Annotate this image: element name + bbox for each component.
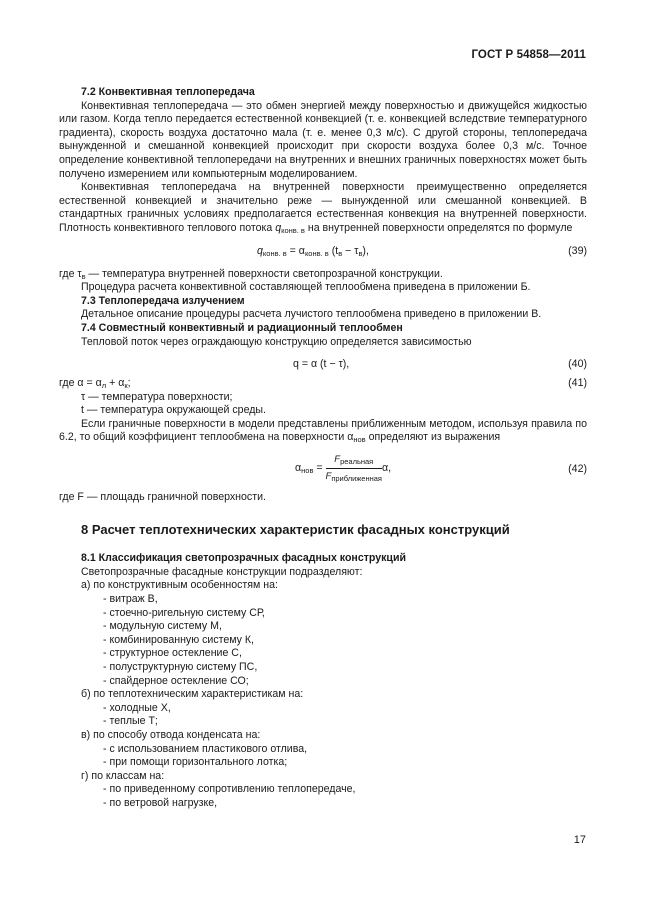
- list-item: - по ветровой нагрузке,: [103, 796, 218, 809]
- formula-subscript: конв. в: [262, 248, 287, 258]
- definition-text: — температура внутренней поверхности светопрозрачной конструкции.: [85, 267, 443, 280]
- formula-42-number: (42): [568, 463, 587, 476]
- paragraph-text: на внутренней поверхности определятся по формуле: [304, 221, 573, 234]
- standard-header: ГОСТ Р 54858—2011: [471, 49, 586, 61]
- list-item: - модульную систему М,: [103, 620, 222, 633]
- section-7-2-paragraph-1: Конвективная теплопередача — это обмен энергией между поверхностью и движущейся жидкостью или газом. Когда тепло передается естественной конвекцией (т. е. конвекцией вследствие температурного градиента), скорость воздуха достаточно мала (т. е. менее 0,3 м/с). С другой стороны, теплопередача вынужденной и смешанной конвекцией происходит при скорости воздуха более 0,3 м/с. Точное определение конвективной теплопередачи на внутренних и внешних граничных поверхностях может быть получено измерением или компьютерным моделированием.: [59, 99, 587, 180]
- formula-subscript: в: [338, 248, 343, 258]
- group-label: г) по классам на:: [81, 769, 165, 782]
- section-7-4-paragraph-2: [59, 418, 587, 445]
- list-item: - холодные Х,: [103, 701, 171, 714]
- formula-text: где α = α: [59, 377, 102, 390]
- group-label: б) по теплотехническим характеристикам на:: [81, 688, 304, 701]
- formula-40-number: (40): [568, 358, 587, 371]
- definition-text: где τ: [59, 267, 82, 280]
- tau-definition: τ — температура поверхности;: [81, 390, 233, 403]
- paragraph-text: Конвективная теплопередача на внутренней поверхности преимущественно определяется естественной конвекцией и значительно реже — вынужденной или смешанной конвекцией. В стандартных граничных условиях предполагается естественная конвекция на внутренней поверхности. Плотность конвективного теплового потока: [59, 181, 587, 234]
- formula-39-number: (39): [568, 244, 587, 257]
- list-item: - витраж В,: [103, 593, 158, 606]
- formula-subscript: приближенная: [331, 473, 382, 483]
- classification-group-a: [59, 579, 587, 688]
- formula-text: =: [313, 461, 326, 474]
- formula-subscript: нов: [301, 465, 314, 475]
- fraction-denominator: [326, 469, 382, 484]
- list-item: - теплые Т;: [103, 715, 158, 728]
- q-symbol: q: [275, 221, 282, 234]
- formula-41-number: (41): [568, 377, 587, 390]
- section-7-2-paragraph-3: Процедура расчета конвективной составляющей теплообмена приведена в приложении Б.: [81, 281, 531, 294]
- section-7-4-paragraph-1: Тепловой поток через ограждающую конструкцию определяется зависимостью: [81, 335, 472, 348]
- formula-text: + α: [106, 377, 125, 390]
- classification-group-b: [59, 688, 587, 729]
- section-7-4-heading: 7.4 Совместный конвективный и радиационный теплообмен: [81, 321, 403, 334]
- formula-symbol: F: [325, 470, 332, 482]
- alpha-subscript: нов: [353, 435, 366, 445]
- formula-42: [59, 445, 587, 487]
- q-subscript: конв. в: [281, 225, 305, 235]
- formula-text: (t: [328, 244, 339, 257]
- list-item: - полуструктурную систему ПС,: [103, 661, 258, 673]
- formula-subscript: к: [124, 381, 128, 391]
- where-tau-definition: [59, 268, 587, 282]
- formula-40-expression: q = α (t − τ),: [293, 358, 350, 371]
- formula-39-expression: [257, 245, 369, 259]
- formula-symbol: q: [257, 244, 263, 257]
- section-8-1-heading: 8.1 Классификация светопрозрачных фасадных конструкций: [81, 552, 406, 565]
- page-number: 17: [573, 834, 586, 846]
- section-7-3-heading: 7.3 Теплопередача излучением: [81, 294, 245, 307]
- classification-group-d: [59, 770, 587, 811]
- fraction: [326, 453, 382, 483]
- list-item: - стоечно-ригельную систему СР,: [103, 606, 265, 619]
- list-item: - комбинированную систему К,: [103, 633, 254, 646]
- list-item: - структурное остекление С,: [103, 647, 242, 660]
- paragraph-text: определяют из выражения: [365, 431, 501, 444]
- formula-subscript: л: [101, 381, 107, 391]
- list-item: - с использованием пластикового отлива,: [103, 742, 308, 755]
- formula-text: α: [295, 461, 302, 474]
- where-f-definition: где F — площадь граничной поверхности.: [59, 491, 266, 504]
- formula-41-expression: [59, 377, 131, 389]
- section-8-heading: 8 Расчет теплотехнических характеристик фасадных конструкций: [81, 521, 510, 537]
- formula-text: − τ: [342, 244, 359, 257]
- formula-subscript: конв. в: [304, 248, 329, 258]
- formula-42-expression: [295, 453, 391, 483]
- section-7-2-paragraph-2: [59, 181, 587, 235]
- formula-41: [59, 377, 587, 391]
- section-7-3-paragraph: Детальное описание процедуры расчета лучистого теплообмена приведено в приложении В.: [81, 308, 542, 321]
- formula-39: [59, 236, 587, 268]
- section-8-1-intro: Светопрозрачные фасадные конструкции подразделяют:: [81, 565, 363, 578]
- formula-subscript: в: [358, 248, 363, 258]
- formula-text: ;: [127, 377, 131, 390]
- page-content: [59, 86, 587, 811]
- formula-subscript: реальная: [340, 457, 374, 467]
- paragraph-text: Если граничные поверхности в модели представлены приближенным методом, используя правила по 6.2, то общий коэффициент теплообмена на поверхности α: [59, 417, 587, 444]
- t-definition: t — температура окружающей среды.: [81, 404, 266, 417]
- definition-subscript: в: [81, 271, 86, 281]
- section-7-2-heading: 7.2 Конвективная теплопередача: [81, 86, 255, 98]
- list-item: - при помощи горизонтального лотка;: [103, 756, 288, 769]
- list-item: - спайдерное остекление СО;: [103, 674, 249, 687]
- formula-symbol: F: [334, 454, 341, 466]
- classification-group-c: [59, 729, 587, 770]
- formula-text: ),: [362, 244, 369, 257]
- formula-text: α,: [381, 461, 392, 474]
- list-item: - по приведенному сопротивлению теплопередаче,: [103, 783, 356, 796]
- fraction-numerator: [326, 453, 382, 469]
- group-label: а) по конструктивным особенностям на:: [81, 579, 278, 592]
- formula-text: = α: [286, 244, 305, 257]
- group-label: в) по способу отвода конденсата на:: [81, 728, 261, 741]
